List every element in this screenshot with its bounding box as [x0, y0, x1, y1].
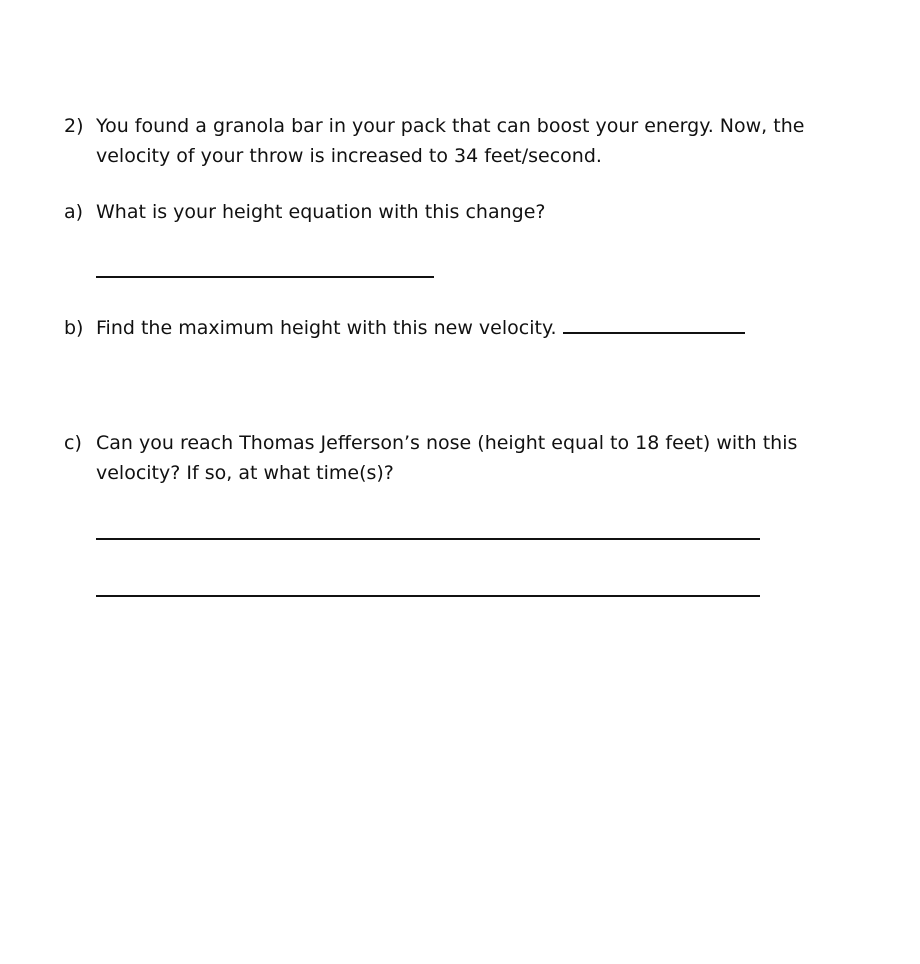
part-a-answer-line[interactable]: [96, 276, 434, 278]
part-c-text: Can you reach Thomas Jefferson’s nose (height equal to 18 feet) with this velocity? If so, at what time(s)?: [96, 432, 798, 484]
part-b-answer-line[interactable]: [563, 314, 745, 334]
part-b-text: Find the maximum height with this new velocity.: [96, 317, 557, 339]
part-c-label: c): [64, 432, 82, 454]
part-a-label: a): [64, 201, 84, 223]
question-number: 2): [64, 115, 84, 137]
question-text: You found a granola bar in your pack that can boost your energy. Now, the velocity of your throw is increased to 34 feet/second.: [96, 115, 805, 167]
part-b-content: [96, 313, 844, 343]
part-a-text: What is your height equation with this change?: [96, 201, 546, 223]
part-b-label: b): [64, 317, 84, 339]
part-c-answer-line-1[interactable]: [96, 538, 760, 540]
part-c-answer-line-2[interactable]: [96, 595, 760, 597]
